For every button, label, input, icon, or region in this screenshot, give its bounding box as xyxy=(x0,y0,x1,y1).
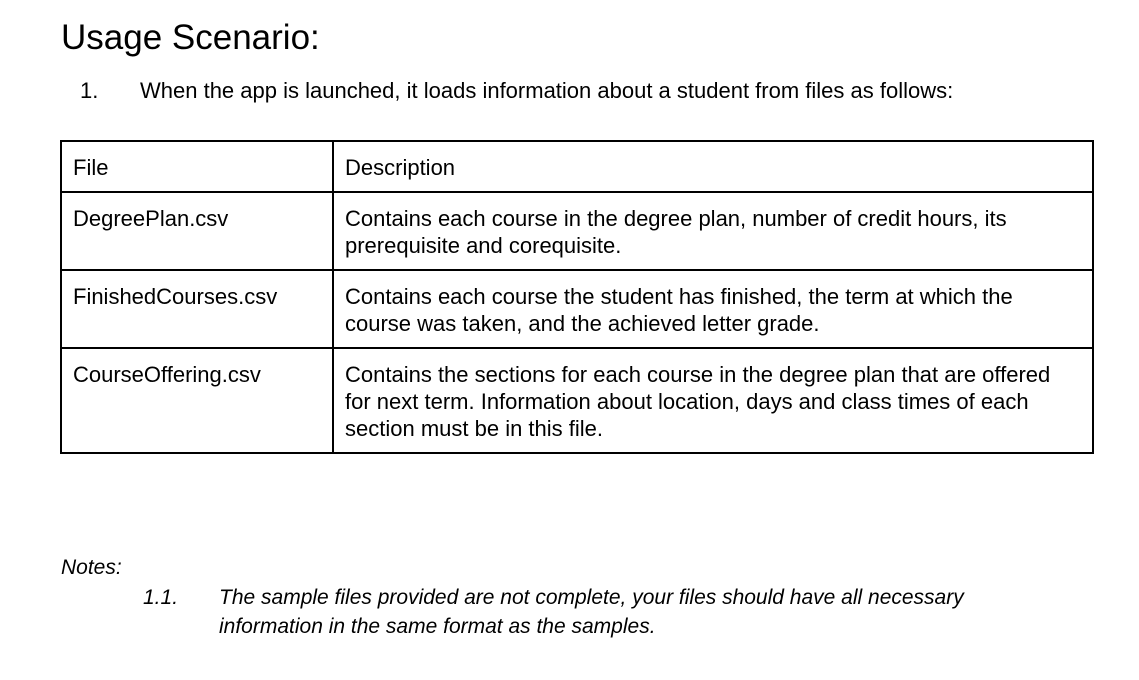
column-header-file: File xyxy=(61,141,333,192)
table-row xyxy=(61,348,1093,453)
step-number: 1. xyxy=(80,78,99,103)
table-header-row xyxy=(61,141,1093,192)
files-table xyxy=(60,140,1094,454)
note-number: 1.1. xyxy=(143,586,179,609)
column-header-description: Description xyxy=(333,141,1093,192)
file-cell: DegreePlan.csv xyxy=(61,192,333,270)
step-text: When the app is launched, it loads information about a student from files as follows: xyxy=(140,78,954,103)
file-cell: FinishedCourses.csv xyxy=(61,270,333,348)
note-text: The sample files provided are not complete, your files should have all necessary information in the same format as the samples. xyxy=(219,586,964,638)
description-cell: Contains each course the student has finished, the term at which the course was taken, and the achieved letter grade. xyxy=(333,270,1093,348)
description-cell: Contains the sections for each course in the degree plan that are offered for next term. Information about location, days and class times of each section must be in this file. xyxy=(333,348,1093,453)
description-cell: Contains each course in the degree plan, number of credit hours, its prerequisite and corequisite. xyxy=(333,192,1093,270)
notes-label: Notes: xyxy=(61,556,122,579)
file-cell: CourseOffering.csv xyxy=(61,348,333,453)
table-row xyxy=(61,270,1093,348)
table-row xyxy=(61,192,1093,270)
page-title: Usage Scenario: xyxy=(61,18,320,57)
